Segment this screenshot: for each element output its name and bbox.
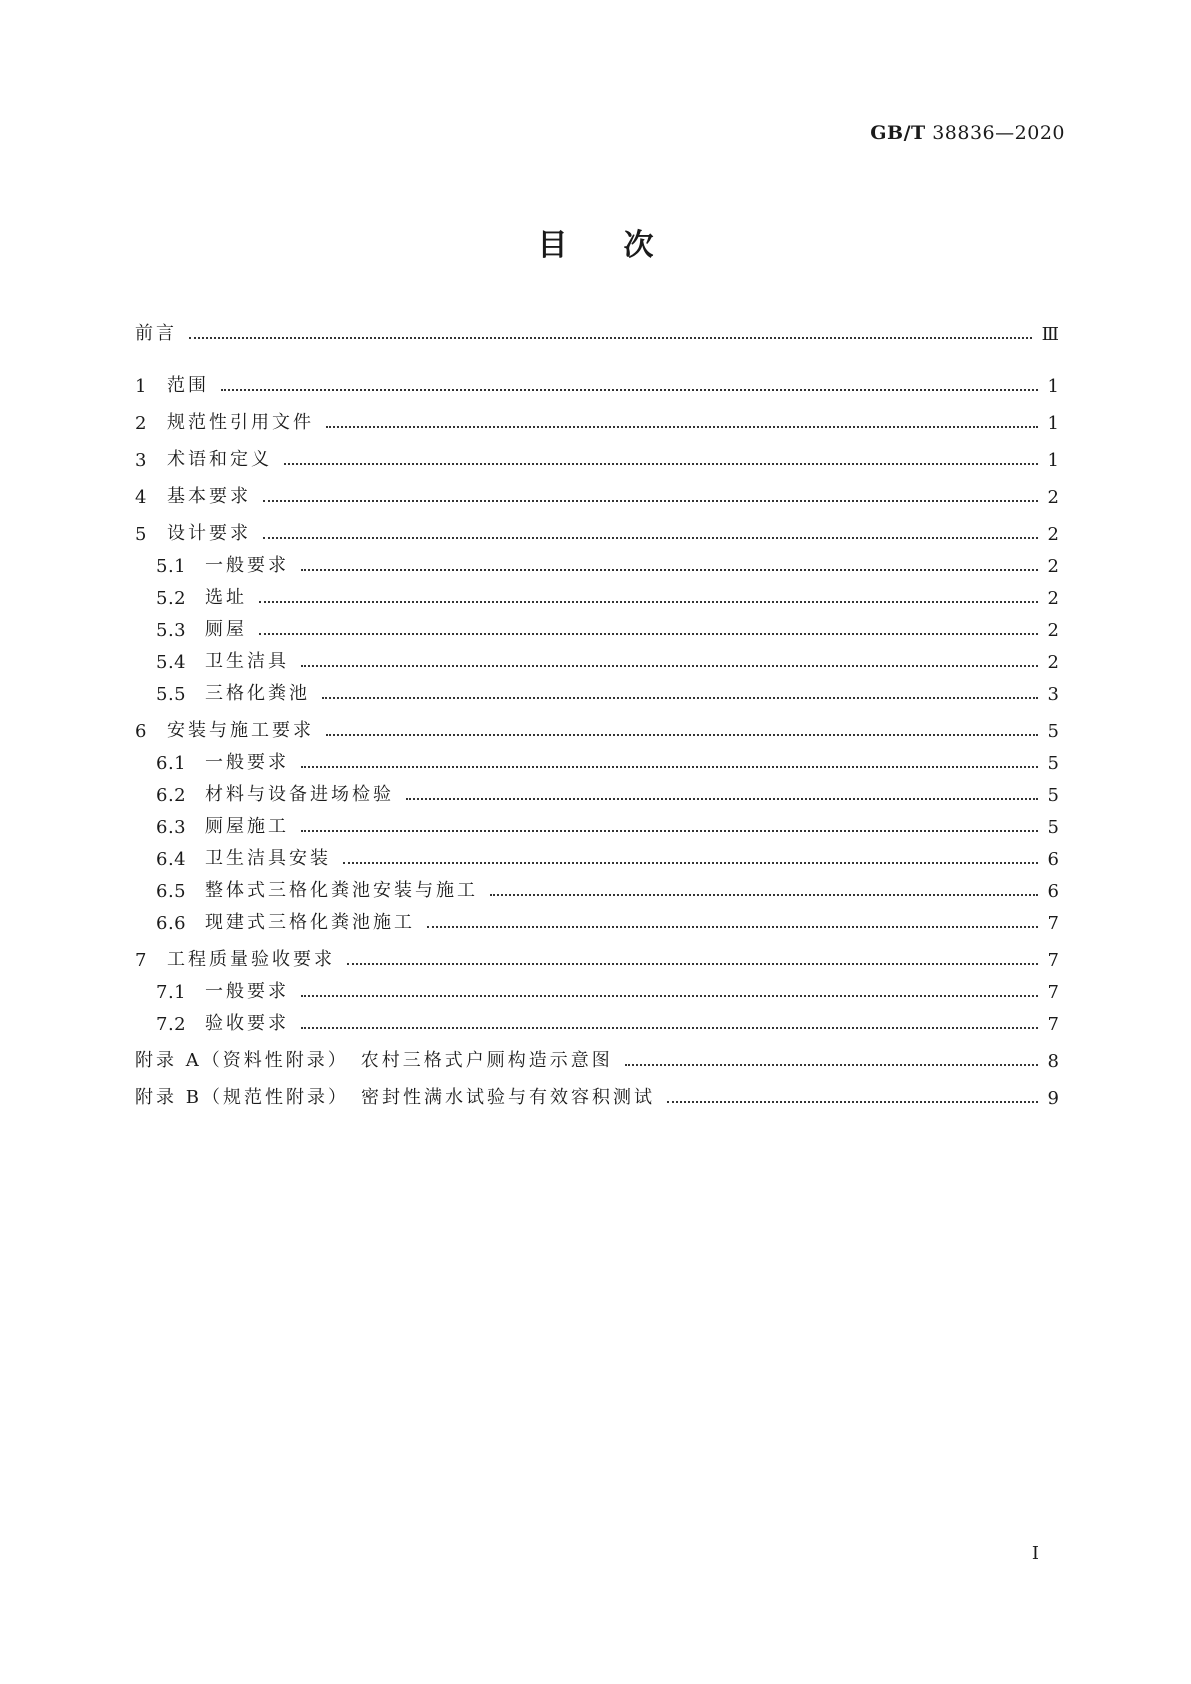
toc-entry-label: 附录 B（规范性附录） 密封性满水试验与有效容积测试 [135, 1087, 655, 1108]
toc-entry-page: 5 [1047, 753, 1059, 774]
toc-entry-page: 6 [1047, 881, 1059, 902]
toc-entry-label: 材料与设备进场检验 [205, 784, 394, 805]
toc-entry-label: 前言 [135, 323, 177, 344]
toc-entry-page: 2 [1047, 588, 1059, 609]
toc-entry-page: 6 [1047, 849, 1059, 870]
toc-entry-number: 6 [135, 721, 147, 742]
toc-entry[interactable] [135, 508, 1059, 545]
toc-entry-label: 规范性引用文件 [167, 412, 314, 433]
toc-entry-label: 基本要求 [167, 486, 251, 507]
toc-entry[interactable] [135, 971, 1059, 1003]
toc-entry-label: 附录 A（资料性附录） 农村三格式户厕构造示意图 [135, 1050, 613, 1071]
toc-entry[interactable] [135, 870, 1059, 902]
toc-entry[interactable] [135, 934, 1059, 971]
toc-entry[interactable] [135, 1035, 1059, 1072]
dot-leader [326, 426, 1038, 428]
dot-leader [301, 569, 1038, 571]
toc-entry-page: 5 [1047, 817, 1059, 838]
toc-entry[interactable] [135, 545, 1059, 577]
standard-code [870, 122, 1065, 144]
toc-entry-label: 三格化粪池 [205, 683, 310, 704]
toc-entry-number: 4 [135, 487, 147, 508]
toc-entry-page: 7 [1047, 1014, 1059, 1035]
toc-entry[interactable] [135, 609, 1059, 641]
toc-entry-label: 设计要求 [167, 523, 251, 544]
toc-entry-number: 6.5 [156, 881, 187, 902]
standard-code-number: 38836—2020 [932, 122, 1065, 144]
toc-entry[interactable] [135, 673, 1059, 705]
toc-entry-number: 7.2 [156, 1014, 187, 1035]
toc-entry-number: 5.1 [156, 556, 187, 577]
toc-entry-page: 2 [1047, 524, 1059, 545]
toc-entry-number: 6.1 [156, 753, 187, 774]
toc-entry-number: 6.2 [156, 785, 187, 806]
toc-entry-page: 1 [1047, 450, 1059, 471]
toc-entry-label: 术语和定义 [167, 449, 272, 470]
toc-entry[interactable] [135, 641, 1059, 673]
toc-entry-label: 选址 [205, 587, 247, 608]
toc-entry-label: 一般要求 [205, 555, 289, 576]
dot-leader [625, 1064, 1038, 1066]
toc-entry-page: 2 [1047, 620, 1059, 641]
toc-entry-page: 3 [1047, 684, 1059, 705]
toc-entry-number: 6.6 [156, 913, 187, 934]
dot-leader [343, 862, 1038, 864]
toc-entry-page: 7 [1047, 913, 1059, 934]
dot-leader [427, 926, 1038, 928]
toc-entry-page: 5 [1047, 785, 1059, 806]
toc-entry[interactable] [135, 742, 1059, 774]
toc-entry[interactable] [135, 397, 1059, 434]
standard-code-prefix: GB/T [870, 122, 926, 144]
dot-leader [347, 963, 1038, 965]
toc-entry-label: 厕屋施工 [205, 816, 289, 837]
dot-leader [301, 665, 1038, 667]
dot-leader [301, 1027, 1038, 1029]
toc-entry-label: 现建式三格化粪池施工 [205, 912, 415, 933]
toc-entry-page: 7 [1047, 982, 1059, 1003]
toc-entry[interactable] [135, 577, 1059, 609]
toc-entry-label: 工程质量验收要求 [167, 949, 335, 970]
page-title: 目次 [537, 228, 710, 263]
toc-entry-number: 5 [135, 524, 147, 545]
toc-entry[interactable] [135, 360, 1059, 397]
table-of-contents [135, 323, 1059, 1109]
toc-entry[interactable] [135, 705, 1059, 742]
toc-entry-label: 整体式三格化粪池安装与施工 [205, 880, 478, 901]
dot-leader [263, 500, 1038, 502]
toc-entry-label: 验收要求 [205, 1013, 289, 1034]
dot-leader [667, 1101, 1038, 1103]
toc-entry-number: 5.3 [156, 620, 187, 641]
dot-leader [259, 601, 1038, 603]
toc-entry-page: 7 [1047, 950, 1059, 971]
dot-leader [406, 798, 1038, 800]
toc-entry-number: 3 [135, 450, 147, 471]
toc-entry[interactable] [135, 774, 1059, 806]
toc-entry-number: 5.2 [156, 588, 187, 609]
toc-entry-number: 5.4 [156, 652, 187, 673]
toc-entry-label: 安装与施工要求 [167, 720, 314, 741]
toc-entry-page: 1 [1047, 376, 1059, 397]
toc-entry-label: 卫生洁具安装 [205, 848, 331, 869]
toc-entry[interactable] [135, 1003, 1059, 1035]
toc-entry-number: 1 [135, 376, 147, 397]
toc-entry-page: 2 [1047, 652, 1059, 673]
dot-leader [326, 734, 1038, 736]
toc-entry-number: 6.4 [156, 849, 187, 870]
dot-leader [221, 389, 1038, 391]
dot-leader [189, 337, 1032, 339]
dot-leader [301, 995, 1038, 997]
toc-entry[interactable] [135, 471, 1059, 508]
dot-leader [259, 633, 1038, 635]
toc-entry-label: 范围 [167, 375, 209, 396]
dot-leader [263, 537, 1038, 539]
toc-entry[interactable] [135, 806, 1059, 838]
toc-entry-number: 5.5 [156, 684, 187, 705]
dot-leader [301, 830, 1038, 832]
toc-entry-label: 厕屋 [205, 619, 247, 640]
toc-entry-page: 9 [1047, 1088, 1059, 1109]
toc-entry[interactable] [135, 838, 1059, 870]
toc-entry-page: 2 [1047, 487, 1059, 508]
toc-entry-page: 1 [1047, 413, 1059, 434]
dot-leader [284, 463, 1038, 465]
toc-entry-label: 一般要求 [205, 752, 289, 773]
toc-entry[interactable] [135, 902, 1059, 934]
toc-entry[interactable] [135, 434, 1059, 471]
toc-entry-page: 5 [1047, 721, 1059, 742]
toc-entry-page: 8 [1047, 1051, 1059, 1072]
toc-entry[interactable] [135, 323, 1059, 345]
dot-leader [490, 894, 1038, 896]
toc-entry-number: 7 [135, 950, 147, 971]
dot-leader [301, 766, 1038, 768]
toc-entry-label: 一般要求 [205, 981, 289, 1002]
page-number: I [1031, 1543, 1039, 1564]
toc-entry-number: 2 [135, 413, 147, 434]
toc-entry-number: 7.1 [156, 982, 187, 1003]
toc-entry[interactable] [135, 1072, 1059, 1109]
toc-entry-number: 6.3 [156, 817, 187, 838]
dot-leader [322, 697, 1038, 699]
toc-entry-page: Ⅲ [1041, 324, 1059, 345]
toc-entry-label: 卫生洁具 [205, 651, 289, 672]
toc-entry-page: 2 [1047, 556, 1059, 577]
